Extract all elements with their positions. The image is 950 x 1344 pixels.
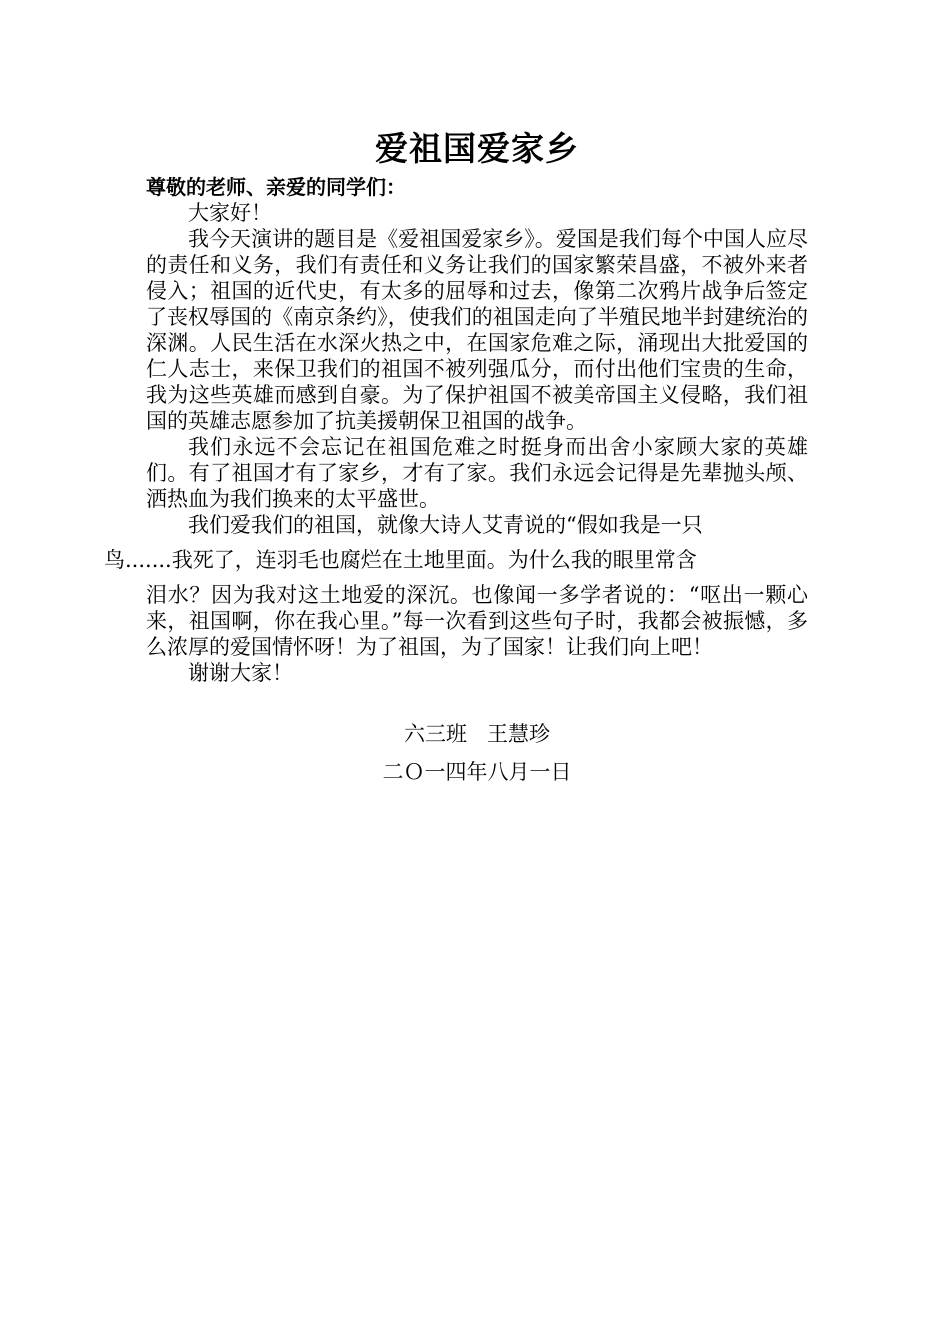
closing-line: 谢谢大家！ xyxy=(188,661,293,685)
quote-line-1: 我们爱我们的祖国，就像大诗人艾青说的“假如我是一只 xyxy=(188,513,703,537)
salutation: 尊敬的老师、亲爱的同学们： xyxy=(146,175,406,199)
body-paragraph-1: 我今天演讲的题目是《爱祖国爱家乡》。爱国是我们每个中国人应尽的责任和义务，我们有责任和义务让我们的国家繁荣昌盛，不被外来者侵入；祖国的近代史，有太多的屈辱和过去，像第二次鸦片战争后签定了丧权辱国的《南京条约》，使我们的祖国走向了半殖民地半封建统治的深渊。人民生活在水深火热之中，在国家危难之际，涌现出大批爱国的仁人志士，来保卫我们的祖国不被列强瓜分，而付出他们宝贵的生命，我为这些英雄而感到自豪。为了保护祖国不被美帝国主义侵略，我们祖国的英雄志愿参加了抗美援朝保卫祖国的战争。 xyxy=(146,227,808,433)
greeting-paragraph: 大家好！ xyxy=(188,201,272,225)
document-title: 爱祖国爱家乡 xyxy=(375,129,579,168)
date: 二Ｏ一四年八月一日 xyxy=(382,760,572,784)
quote-rest: 泪水？因为我对这土地爱的深沉。也像闻一多学者说的：“呕出一颗心来，祖国啊，你在我心里。”每一次看到这些句子时，我都会被振憾，多么浓厚的爱国情怀呀！为了祖国，为了国家！让我们向上吧！ xyxy=(146,583,808,659)
quote-paragraph xyxy=(104,512,808,660)
signature: 六三班 王慧珍 xyxy=(403,722,551,746)
body-paragraph-2: 我们永远不会忘记在祖国危难之时挺身而出舍小家顾大家的英雄们。有了祖国才有了家乡，才有了家。我们永远会记得是先辈抛头颅、洒热血为我们换来的太平盛世。 xyxy=(146,435,808,511)
quote-line-2: 鸟.......我死了，连羽毛也腐烂在土地里面。为什么我的眼里常含 xyxy=(104,548,697,572)
speech-body xyxy=(104,200,808,686)
